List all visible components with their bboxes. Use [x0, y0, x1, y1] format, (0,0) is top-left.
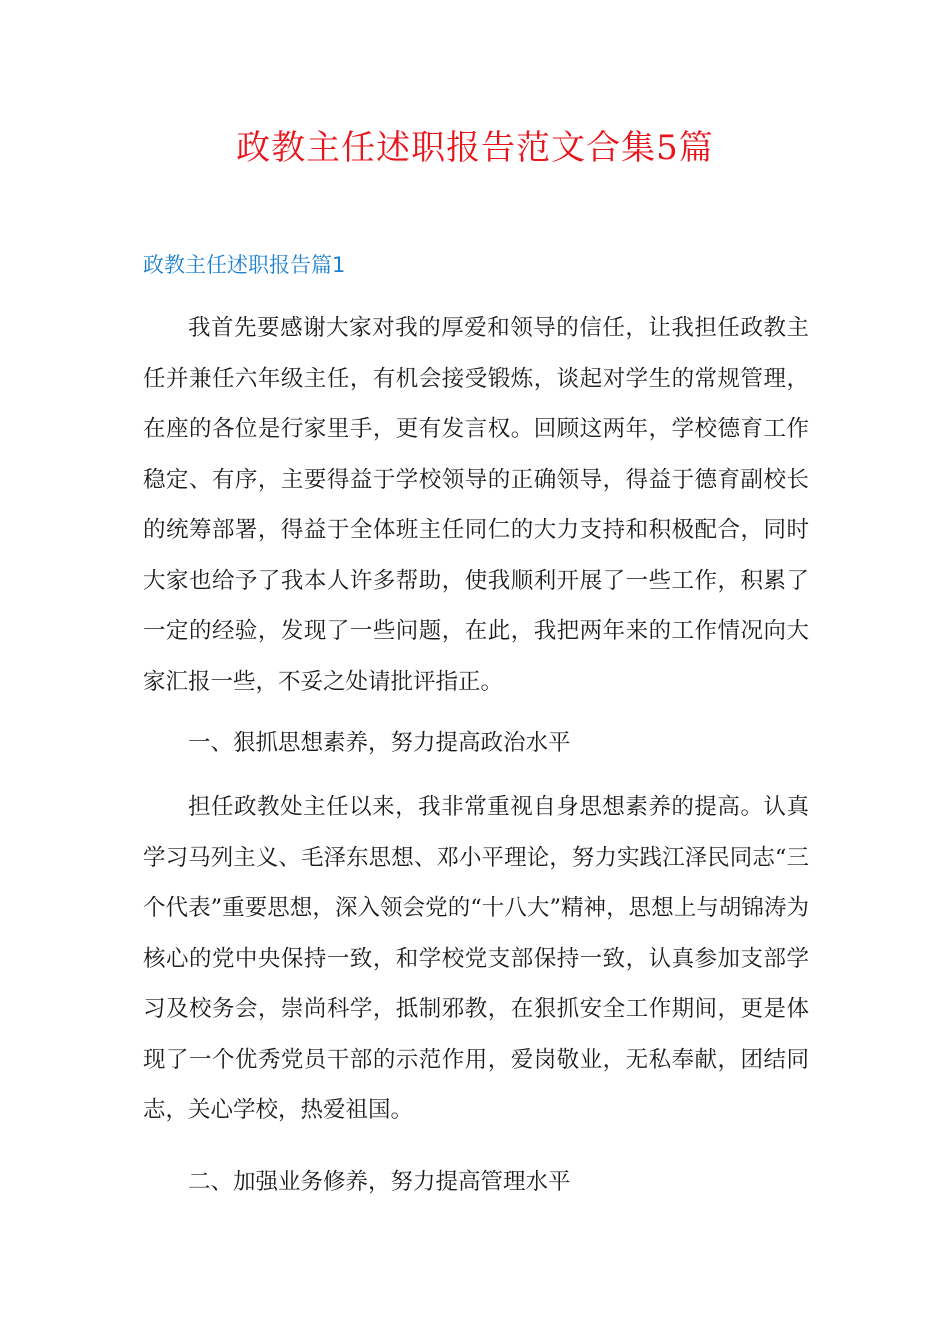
subheading-two: 二、加强业务修养，努力提高管理水平 — [188, 1169, 571, 1195]
body-paragraph-one: 担任政教处主任以来，我非常重视自身思想素养的提高。认真学习马列主义、毛泽东思想、邓小平理论，努力实践江泽民同志“三个代表”重要思想，深入领会党的“十八大”精神，思想上与胡锦涛为核心的党中央保持一致，和学校党支部保持一致，认真参加支部学习及校务会，崇尚科学，抵制邪教，在狠抓安全工作期间，更是体现了一个优秀党员干部的示范作用，爱岗敬业，无私奉献，团结同志，关心学校，热爱祖国。 — [143, 794, 809, 1123]
document-title: 政教主任述职报告范文合集5篇 — [236, 128, 714, 168]
subheading-one: 一、狠抓思想素养，努力提高政治水平 — [188, 730, 571, 756]
section-heading: 政教主任述职报告篇1 — [143, 253, 346, 277]
intro-paragraph: 我首先要感谢大家对我的厚爱和领导的信任，让我担任政教主任并兼任六年级主任，有机会接受锻炼，谈起对学生的常规管理，在座的各位是行家里手，更有发言权。回顾这两年，学校德育工作稳定、有序，主要得益于学校领导的正确领导，得益于德育副校长的统筹部署，得益于全体班主任同仁的大力支持和积极配合，同时大家也给予了我本人许多帮助，使我顺利开展了一些工作，积累了一定的经验，发现了一些问题，在此，我把两年来的工作情况向大家汇报一些，不妥之处请批评指正。 — [143, 315, 809, 695]
